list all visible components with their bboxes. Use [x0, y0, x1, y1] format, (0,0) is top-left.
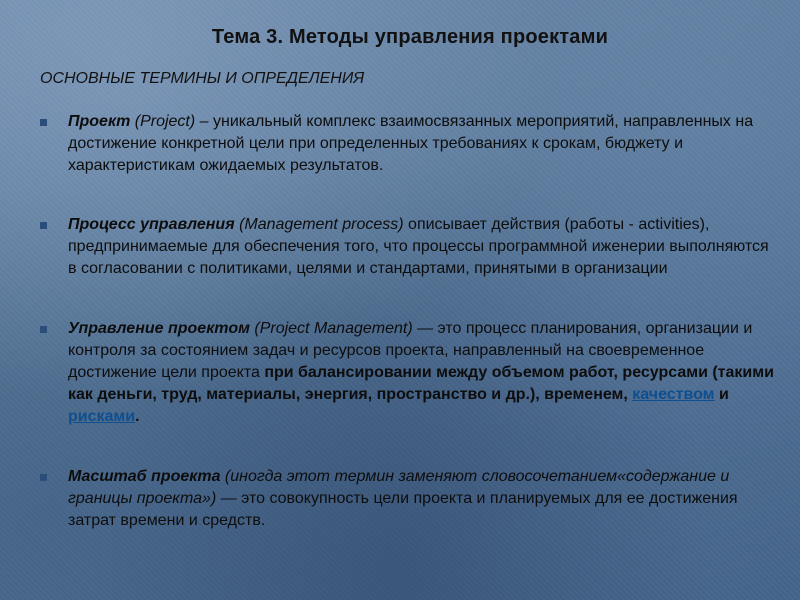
definition-item-management-process: [40, 214, 780, 280]
definition-emphasis: при балансировании между объемом работ, ресурсами (такими как деньги, труд, материалы, энергия, пространство и др.), временем,: [68, 364, 774, 403]
definition-item-project: [40, 111, 780, 177]
definition-item-project-management: [40, 318, 780, 428]
definition-text: [68, 214, 780, 280]
quality-link[interactable]: качеством: [632, 386, 715, 403]
term-english: (Management process): [234, 216, 404, 233]
slide-title: Тема 3. Методы управления проектами: [211, 26, 609, 48]
term-english: (Project Management): [249, 320, 413, 337]
bullet-icon: [40, 474, 47, 481]
term-italic-note: (иногда этот термин заменяют словосочетанием«содержание и границы проекта»): [68, 468, 730, 507]
term-label: Проект: [68, 113, 131, 130]
term-english: (Project): [130, 113, 196, 130]
bullet-icon: [40, 119, 47, 126]
risks-link[interactable]: рисками: [68, 408, 136, 425]
definition-text: [68, 318, 780, 428]
term-label: Масштаб проекта: [68, 468, 221, 485]
term-label: Управление проектом: [68, 320, 250, 337]
definition-text: [68, 111, 780, 177]
term-label: Процесс управления: [68, 216, 235, 233]
conjunction-text: и: [714, 386, 729, 403]
definition-body: описывает действия (работы - activities), предпринимаемые для обеспечения того, что процессы программной иженерии выполняются в согласовании с политиками, целями и стандартами, принятыми в организации: [68, 216, 769, 277]
section-heading: ОСНОВНЫЕ ТЕРМИНЫ И ОПРЕДЕЛЕНИЯ: [40, 70, 365, 87]
definition-item-project-scope: [40, 466, 780, 532]
definition-text: [68, 466, 780, 532]
definition-body: — это процесс планирования, организации и контроля за состоянием задач и ресурсов проекта, направленный на своевременное достижение цели проекта: [68, 320, 753, 381]
definition-body: – уникальный комплекс взаимосвязанных мероприятий, направленных на достижение конкретной цели при определенных требованиях к срокам, бюджету и характеристикам ожидаемых результатов.: [68, 113, 754, 174]
bullet-icon: [40, 222, 47, 229]
definition-body: — это совокупность цели проекта и планируемых для ее достижения затрат времени и средств.: [68, 490, 738, 529]
end-punctuation: .: [135, 408, 140, 425]
bullet-icon: [40, 326, 47, 333]
